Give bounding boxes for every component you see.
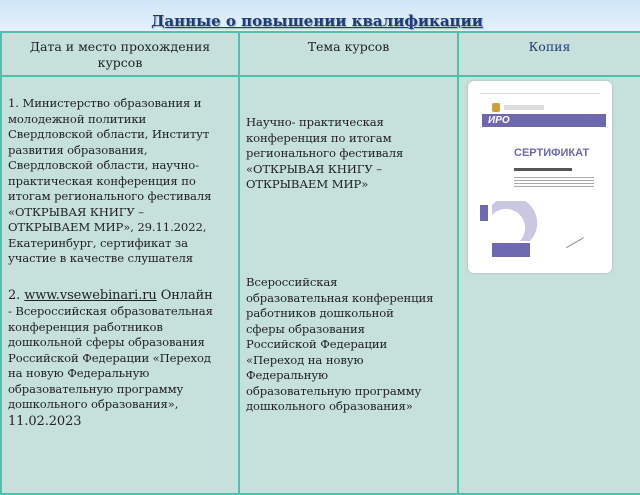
text-line: дошкольного образования» [246,399,413,413]
text-line: ОТКРЫВАЕМ МИР» [246,177,369,191]
certificate-image[interactable] [468,81,612,273]
text-line: конференция по итогам [246,130,392,145]
text-line: ОТКРЫВАЕМ МИР», 29.11.2022, [8,220,207,234]
text-line: Всероссийская [246,275,338,289]
emblem-icon [492,103,500,112]
header-date-place [0,31,240,77]
text-line: итогам регионального фестиваля [8,189,212,203]
text-line: дошкольной сферы образования [8,335,205,349]
text-line: «ОТКРЫВАЯ КНИГУ – [8,204,144,219]
text-line: Научно- практическая [246,115,384,129]
decorative-ring [478,201,538,261]
text-line: регионального фестиваля [246,146,404,160]
iro-banner [482,114,606,127]
text-line: участие в качестве слушателя [8,251,193,265]
course-2-details [8,287,213,430]
signature [560,227,584,248]
text-line: сферы образования [246,321,365,336]
text-line: «Переход на новую [246,352,364,367]
header-topic [238,31,459,77]
text-line: Федеральную [246,368,329,382]
text-line: Российской Федерации [246,337,388,351]
course-date: 11.02.2023 [8,413,82,429]
header-label: Дата и место прохождения курсов [29,39,211,70]
text-line: Свердловской области, научно- [8,158,199,172]
text-line: Свердловской области, Институт [8,127,210,141]
topic-1 [246,115,403,193]
item-number: 2. [8,288,25,303]
header-label: Копия [528,39,571,54]
header-label: Тема курсов [307,39,390,54]
text-line: дошкольного образования», [8,397,179,411]
format-label: Онлайн [156,288,213,303]
topic-2 [246,275,433,415]
iro-logo: ИРО [488,115,510,126]
header-copy [457,31,640,77]
text-line: развития образования, [8,142,148,157]
text-line: конференция работников [8,319,163,334]
cell-date-place [0,75,240,495]
text-line: 1. Министерство образования и [8,96,202,110]
text-line: молодежной политики [8,111,147,126]
cell-topic [238,75,459,495]
text-line: Екатеринбург, сертификат за [8,235,188,250]
text-line: образовательную программу [246,383,422,398]
text-line: образовательную программу [8,381,184,396]
text-line: «ОТКРЫВАЯ КНИГУ – [246,161,382,176]
text-line: работников дошкольной [246,306,394,320]
website-link[interactable]: www.vsewebinari.ru [24,288,157,303]
certificate-heading: СЕРТИФИКАТ [514,147,590,159]
course-1-details [8,96,211,267]
text-line: образовательная конференция [246,290,434,305]
text-line: - Всероссийская образовательная [8,304,213,318]
text-line: на новую Федеральную [8,366,150,380]
text-line: Российской Федерации «Переход [8,350,211,365]
text-line: практическая конференция по [8,173,196,188]
page-title: Данные о повышении квалификации [151,12,483,30]
